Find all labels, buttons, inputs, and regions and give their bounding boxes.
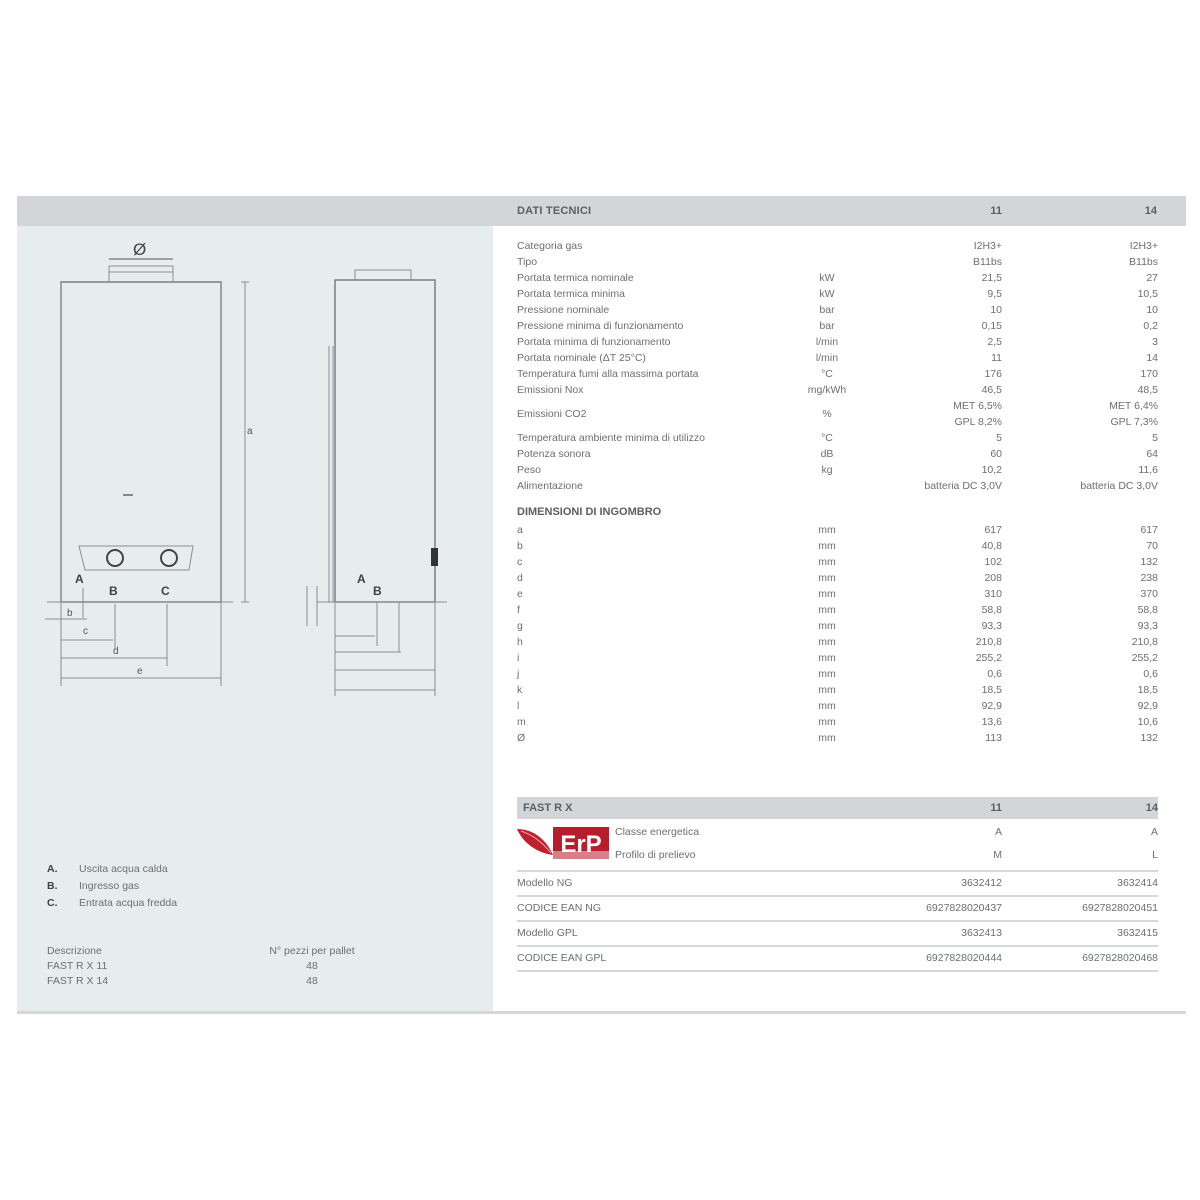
dimension-row: i mm 255,2 255,2 [517, 652, 1158, 664]
fastrx-col-11: 11 [990, 802, 1002, 814]
product-codes-table [517, 870, 1158, 972]
code-row: Modello GPL 3632413 3632415 [517, 920, 1158, 945]
dimension-row: e mm 310 370 [517, 588, 1158, 600]
side-connector-a-label: A [357, 572, 366, 586]
dim-d-label: d [113, 646, 119, 657]
pallet-header: Descrizione N° pezzi per pallet [47, 945, 355, 957]
erp-logo-icon [517, 825, 609, 861]
spec-row: Emissioni Nox mg/kWh 46,5 48,5 [517, 384, 1158, 396]
spec-row: Potenza sonora dB 60 64 [517, 448, 1158, 460]
connector-b-label: B [109, 584, 118, 598]
connector-c-label: C [161, 584, 170, 598]
legend-item: A. Uscita acqua calda [47, 863, 168, 875]
pallet-row: FAST R X 14 48 [47, 975, 318, 987]
dimension-row: j mm 0,6 0,6 [517, 668, 1158, 680]
section-title-dimensions: DIMENSIONI DI INGOMBRO [517, 506, 662, 518]
bottom-divider [17, 1011, 1186, 1014]
spec-row: Pressione nominale bar 10 10 [517, 304, 1158, 316]
section-title-dati-tecnici: DATI TECNICI [517, 205, 592, 217]
dimension-row: Ø mm 113 132 [517, 732, 1158, 744]
technical-specs-table [517, 238, 1158, 746]
legend-item: C. Entrata acqua fredda [47, 897, 178, 909]
spec-row: Portata nominale (ΔT 25°C) l/min 11 14 [517, 352, 1158, 364]
technical-drawing [17, 226, 493, 706]
pallet-table [47, 944, 367, 989]
dim-e-label: e [137, 666, 143, 677]
erp-block: ErP Classe energetica A A Profilo di prelievo M L [517, 821, 1158, 869]
header-band [17, 196, 1186, 226]
column-header-14: 14 [1144, 205, 1157, 217]
side-connector-b-label: B [373, 584, 382, 598]
connector-legend [47, 861, 177, 912]
spec-row-co2: Emissioni CO2 % MET 6,5% GPL 8,2% MET 6,4% GPL 7,3% [517, 400, 1158, 428]
dimension-row: k mm 18,5 18,5 [517, 684, 1158, 696]
spec-row: Temperatura ambiente minima di utilizzo °C 5 5 [517, 432, 1158, 444]
dimension-row: b mm 40,8 70 [517, 540, 1158, 552]
datasheet [17, 196, 1186, 1016]
code-row: Modello NG 3632412 3632414 [517, 870, 1158, 895]
dim-a-label: a [247, 426, 253, 437]
dimension-row: l mm 92,9 92,9 [517, 700, 1158, 712]
dimension-row: d mm 208 238 [517, 572, 1158, 584]
dimension-row: g mm 93,3 93,3 [517, 620, 1158, 632]
spec-row: Portata termica nominale kW 21,5 27 [517, 272, 1158, 284]
dimension-row: m mm 13,6 10,6 [517, 716, 1158, 728]
dimension-row: a mm 617 617 [517, 524, 1158, 536]
svg-text:ErP: ErP [560, 831, 602, 858]
spec-row: Portata minima di funzionamento l/min 2,5 3 [517, 336, 1158, 348]
column-header-11: 11 [990, 205, 1002, 217]
spec-row: Peso kg 10,2 11,6 [517, 464, 1158, 476]
spec-row: Pressione minima di funzionamento bar 0,15 0,2 [517, 320, 1158, 332]
fastrx-col-14: 14 [1145, 802, 1158, 814]
legend-item: B. Ingresso gas [47, 880, 140, 892]
code-row: CODICE EAN NG 6927828020437 6927828020451 [517, 895, 1158, 920]
dimension-row: f mm 58,8 58,8 [517, 604, 1158, 616]
dim-c-label: c [83, 626, 88, 637]
fastrx-header [517, 797, 1158, 819]
spec-row: Categoria gas I2H3+ I2H3+ [517, 240, 1158, 252]
pallet-row: FAST R X 11 48 [47, 960, 318, 972]
dimension-row: c mm 102 132 [517, 556, 1158, 568]
dim-b-label: b [67, 608, 73, 619]
diameter-label: Ø [133, 240, 147, 259]
dimension-row: h mm 210,8 210,8 [517, 636, 1158, 648]
connector-a-label: A [75, 572, 84, 586]
fastrx-title: FAST R X [523, 802, 573, 814]
spec-row: Portata termica minima kW 9,5 10,5 [517, 288, 1158, 300]
spec-row: Temperatura fumi alla massima portata °C 176 170 [517, 368, 1158, 380]
spec-row: Alimentazione batteria DC 3,0V batteria DC 3,0V [517, 480, 1158, 492]
code-row: CODICE EAN GPL 6927828020444 6927828020468 [517, 945, 1158, 972]
spec-row: Tipo B11bs B11bs [517, 256, 1158, 268]
